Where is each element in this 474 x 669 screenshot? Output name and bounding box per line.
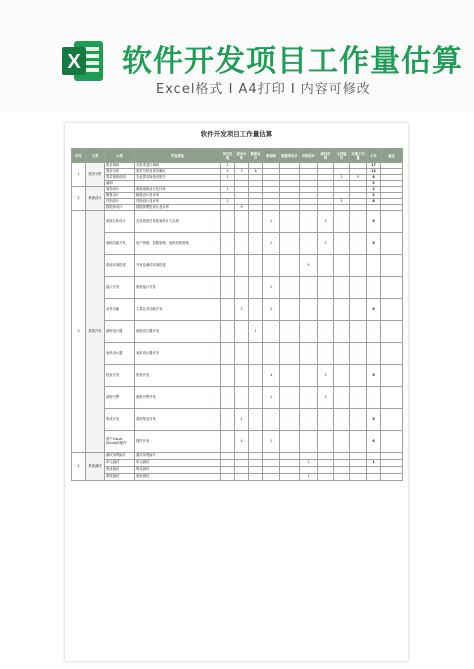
section-number: 1 bbox=[72, 163, 86, 187]
value-cell bbox=[350, 343, 367, 365]
value-cell bbox=[334, 277, 350, 299]
description-cell: 报表开发 bbox=[135, 365, 221, 387]
description-cell: 流程设计器开发 bbox=[135, 321, 221, 343]
value-cell: 4 bbox=[263, 365, 280, 387]
table-row bbox=[72, 233, 403, 255]
value-cell bbox=[334, 474, 350, 481]
value-cell bbox=[221, 409, 235, 431]
description-cell: 系统接口开发 bbox=[135, 277, 221, 299]
value-cell bbox=[367, 387, 381, 409]
value-cell bbox=[221, 431, 235, 453]
value-cell: 12 bbox=[367, 169, 381, 175]
column-header: 小计 bbox=[367, 149, 381, 163]
value-cell bbox=[221, 474, 235, 481]
subcategory-cell: 系统总体设计 bbox=[105, 211, 135, 233]
column-header: 序号 bbox=[72, 149, 86, 163]
description-cell: 数据库模型设计及评审 bbox=[135, 205, 221, 211]
value-cell bbox=[263, 409, 280, 431]
table-row bbox=[72, 453, 403, 460]
value-cell bbox=[334, 255, 350, 277]
value-cell bbox=[300, 467, 318, 474]
subcategory-cell: 需求分析 bbox=[105, 169, 135, 175]
value-cell bbox=[350, 431, 367, 453]
value-cell bbox=[221, 299, 235, 321]
table-row bbox=[72, 431, 403, 453]
value-cell bbox=[318, 299, 334, 321]
value-cell: 2 bbox=[221, 199, 235, 205]
column-header: 文档编写 bbox=[334, 149, 350, 163]
value-cell bbox=[263, 467, 280, 474]
value-cell: 17 bbox=[367, 163, 381, 169]
value-cell bbox=[235, 343, 249, 365]
column-header: 数据库设计 bbox=[280, 149, 300, 163]
value-cell: 3 bbox=[221, 169, 235, 175]
header-row bbox=[72, 149, 403, 163]
description-cell: 流程引擎开发 bbox=[135, 387, 221, 409]
value-cell: 5 bbox=[334, 199, 350, 205]
value-cell bbox=[334, 431, 350, 453]
value-cell: 5 bbox=[350, 175, 367, 181]
value-cell bbox=[221, 277, 235, 299]
value-cell bbox=[318, 467, 334, 474]
value-cell: 6 bbox=[367, 409, 381, 431]
section-name: 系统开发 bbox=[86, 211, 105, 453]
value-cell bbox=[334, 453, 350, 460]
value-cell bbox=[367, 321, 381, 343]
value-cell: 6 bbox=[367, 431, 381, 453]
value-cell bbox=[334, 409, 350, 431]
value-cell: 1 bbox=[221, 175, 235, 181]
value-cell bbox=[300, 321, 318, 343]
subcategory-cell: 需求调研 bbox=[105, 163, 135, 169]
subcategory-cell: 表单设计器 bbox=[105, 343, 135, 365]
section-number: 3 bbox=[72, 211, 86, 453]
hero-banner bbox=[0, 0, 474, 112]
value-cell bbox=[280, 321, 300, 343]
hero-title: 软件开发项目工作量估算 bbox=[122, 44, 463, 79]
value-cell bbox=[280, 365, 300, 387]
table-row bbox=[72, 321, 403, 343]
value-cell bbox=[381, 299, 403, 321]
value-cell bbox=[334, 460, 350, 467]
value-cell bbox=[300, 365, 318, 387]
value-cell bbox=[263, 321, 280, 343]
table-row bbox=[72, 467, 403, 474]
subcategory-cell: 详细设计 bbox=[105, 199, 135, 205]
value-cell bbox=[381, 467, 403, 474]
value-cell bbox=[350, 255, 367, 277]
value-cell bbox=[249, 453, 263, 460]
value-cell bbox=[334, 365, 350, 387]
value-cell bbox=[334, 387, 350, 409]
value-cell bbox=[334, 211, 350, 233]
value-cell bbox=[381, 277, 403, 299]
value-cell bbox=[249, 431, 263, 453]
value-cell bbox=[300, 233, 318, 255]
hero-subtitle: Excel格式 I A4打印 I 内容可修改 bbox=[156, 82, 371, 97]
description-cell: 主要业务功能开发 bbox=[135, 299, 221, 321]
value-cell bbox=[381, 431, 403, 453]
table-row bbox=[72, 460, 403, 467]
value-cell bbox=[334, 343, 350, 365]
column-header: 项目经理 bbox=[221, 149, 235, 163]
value-cell bbox=[235, 467, 249, 474]
value-cell bbox=[350, 387, 367, 409]
value-cell bbox=[334, 467, 350, 474]
value-cell: 8 bbox=[367, 175, 381, 181]
table-row bbox=[72, 211, 403, 233]
value-cell: 3 bbox=[235, 169, 249, 175]
value-cell bbox=[350, 277, 367, 299]
subcategory-cell: 数据库设计 bbox=[105, 205, 135, 211]
value-cell bbox=[367, 255, 381, 277]
value-cell: 2 bbox=[367, 187, 381, 193]
table-row bbox=[72, 255, 403, 277]
value-cell bbox=[221, 211, 235, 233]
value-cell bbox=[318, 343, 334, 365]
description-cell: 需求分析及需求确认 bbox=[135, 169, 221, 175]
subcategory-cell: 业务功能 bbox=[105, 299, 135, 321]
value-cell bbox=[249, 233, 263, 255]
description-cell: 集成测试 bbox=[135, 467, 221, 474]
section-name: 系统测试 bbox=[86, 453, 105, 481]
value-cell bbox=[235, 211, 249, 233]
description-cell: 系统集成开发 bbox=[135, 409, 221, 431]
value-cell bbox=[280, 409, 300, 431]
description-cell: 用户管理、权限管理、组织机构管理 bbox=[135, 233, 221, 255]
value-cell bbox=[350, 299, 367, 321]
value-cell: 2 bbox=[235, 299, 249, 321]
value-cell bbox=[318, 460, 334, 467]
description-cell: 测试用例编写 bbox=[135, 453, 221, 460]
value-cell bbox=[221, 365, 235, 387]
value-cell bbox=[318, 277, 334, 299]
value-cell bbox=[221, 233, 235, 255]
description-cell: 详细设计及评审 bbox=[135, 199, 221, 205]
value-cell: 1 bbox=[263, 233, 280, 255]
value-cell bbox=[381, 211, 403, 233]
excel-logo-icon bbox=[60, 38, 106, 84]
value-cell bbox=[318, 409, 334, 431]
value-cell: 1 bbox=[300, 474, 318, 481]
value-cell bbox=[235, 233, 249, 255]
value-cell bbox=[280, 467, 300, 474]
subcategory-cell: 系统环境搭建 bbox=[105, 255, 135, 277]
value-cell bbox=[235, 277, 249, 299]
value-cell bbox=[300, 299, 318, 321]
table-row bbox=[72, 299, 403, 321]
subcategory-cell: 需求规格说明 bbox=[105, 175, 135, 181]
value-cell bbox=[350, 211, 367, 233]
estimate-table bbox=[71, 148, 403, 481]
subcategory-cell: 集成测试 bbox=[105, 467, 135, 474]
value-cell: 5 bbox=[318, 387, 334, 409]
subcategory-cell: 测试用例编写 bbox=[105, 453, 135, 460]
value-cell: 1 bbox=[221, 163, 235, 169]
column-header: 测试用例 bbox=[318, 149, 334, 163]
subcategory-cell: 基础功能开发 bbox=[105, 233, 135, 255]
column-header: 详细设计 bbox=[300, 149, 318, 163]
value-cell bbox=[350, 453, 367, 460]
sheet-title: 软件开发项目工作量估算 bbox=[200, 130, 273, 138]
value-cell bbox=[300, 431, 318, 453]
column-header: 小类 bbox=[105, 149, 135, 163]
section-name: 系统设计 bbox=[86, 187, 105, 211]
value-cell bbox=[280, 387, 300, 409]
value-cell bbox=[263, 343, 280, 365]
description-cell: 系统测试 bbox=[135, 474, 221, 481]
value-cell: 1 bbox=[235, 409, 249, 431]
value-cell bbox=[280, 255, 300, 277]
column-header: 内容描述 bbox=[135, 149, 221, 163]
value-cell bbox=[280, 233, 300, 255]
value-cell: 4 bbox=[235, 431, 249, 453]
value-cell: 6 bbox=[367, 365, 381, 387]
value-cell bbox=[221, 255, 235, 277]
value-cell: 5 bbox=[318, 211, 334, 233]
value-cell: 6 bbox=[367, 233, 381, 255]
column-header: 备注 bbox=[381, 149, 403, 163]
column-header: 大类 bbox=[86, 149, 105, 163]
value-cell: 1 bbox=[221, 187, 235, 193]
value-cell: 1 bbox=[367, 460, 381, 467]
value-cell bbox=[381, 453, 403, 460]
value-cell bbox=[263, 474, 280, 481]
description-cell: 单元测试 bbox=[135, 460, 221, 467]
value-cell bbox=[263, 255, 280, 277]
value-cell bbox=[381, 321, 403, 343]
value-cell: 2 bbox=[367, 193, 381, 199]
description-cell: 系统架构设计及评审 bbox=[135, 187, 221, 193]
value-cell bbox=[300, 211, 318, 233]
value-cell bbox=[249, 387, 263, 409]
value-cell bbox=[350, 460, 367, 467]
value-cell bbox=[334, 321, 350, 343]
column-header: 需求分析 bbox=[235, 149, 249, 163]
value-cell bbox=[350, 474, 367, 481]
subcategory-cell: 流程引擎 bbox=[105, 387, 135, 409]
table-body bbox=[72, 163, 403, 481]
value-cell bbox=[318, 255, 334, 277]
subcategory-cell: 架构设计 bbox=[105, 187, 135, 193]
description-cell: 表单设计器开发 bbox=[135, 343, 221, 365]
value-cell bbox=[249, 474, 263, 481]
value-cell: 6 bbox=[367, 299, 381, 321]
value-cell bbox=[381, 409, 403, 431]
value-cell bbox=[300, 387, 318, 409]
value-cell bbox=[367, 453, 381, 460]
value-cell bbox=[350, 365, 367, 387]
value-cell bbox=[249, 467, 263, 474]
value-cell bbox=[235, 255, 249, 277]
value-cell bbox=[235, 321, 249, 343]
value-cell: 2 bbox=[334, 175, 350, 181]
value-cell bbox=[367, 343, 381, 365]
logo-letter: X bbox=[67, 51, 81, 73]
subcategory-cell: 集成开发 bbox=[105, 409, 135, 431]
table-row bbox=[72, 365, 403, 387]
description-cell: 概要设计及评审 bbox=[135, 193, 221, 199]
value-cell bbox=[334, 233, 350, 255]
value-cell: 5 bbox=[300, 255, 318, 277]
value-cell bbox=[367, 277, 381, 299]
value-cell bbox=[300, 343, 318, 365]
value-cell bbox=[235, 365, 249, 387]
subcategory-cell: 流程设计器 bbox=[105, 321, 135, 343]
value-cell: 8 bbox=[367, 199, 381, 205]
value-cell bbox=[235, 460, 249, 467]
column-header: 架构师 bbox=[263, 149, 280, 163]
value-cell: 1 bbox=[263, 277, 280, 299]
description-cell: 插件开发 bbox=[135, 431, 221, 453]
value-cell: 1 bbox=[249, 321, 263, 343]
table-row bbox=[72, 277, 403, 299]
subcategory-cell: 报表开发 bbox=[105, 365, 135, 387]
column-header: 概要设计 bbox=[249, 149, 263, 163]
description-cell: 完成需求规格说明书 bbox=[135, 175, 221, 181]
value-cell bbox=[235, 453, 249, 460]
value-cell: 1 bbox=[263, 211, 280, 233]
value-cell bbox=[221, 387, 235, 409]
value-cell bbox=[221, 467, 235, 474]
value-cell bbox=[221, 321, 235, 343]
value-cell bbox=[263, 460, 280, 467]
section-number: 4 bbox=[72, 453, 86, 481]
value-cell bbox=[280, 343, 300, 365]
value-cell bbox=[249, 299, 263, 321]
value-cell: 5 bbox=[318, 233, 334, 255]
value-cell bbox=[381, 387, 403, 409]
column-header: 实施工作量 bbox=[350, 149, 367, 163]
table-row bbox=[72, 409, 403, 431]
value-cell bbox=[249, 365, 263, 387]
value-cell bbox=[381, 343, 403, 365]
value-cell: 5 bbox=[318, 365, 334, 387]
value-cell bbox=[300, 277, 318, 299]
value-cell: 5 bbox=[263, 299, 280, 321]
value-cell bbox=[280, 431, 300, 453]
value-cell bbox=[280, 453, 300, 460]
value-cell: 1 bbox=[300, 460, 318, 467]
value-cell bbox=[235, 474, 249, 481]
value-cell bbox=[381, 474, 403, 481]
subcategory-cell: 编制 bbox=[105, 181, 135, 187]
value-cell bbox=[249, 409, 263, 431]
value-cell bbox=[249, 211, 263, 233]
value-cell bbox=[350, 321, 367, 343]
subcategory-cell: 系统测试 bbox=[105, 474, 135, 481]
value-cell bbox=[249, 255, 263, 277]
value-cell bbox=[318, 431, 334, 453]
value-cell bbox=[221, 460, 235, 467]
value-cell: 3 bbox=[367, 181, 381, 187]
description-cell: 对需求进行调研 bbox=[135, 163, 221, 169]
subcategory-cell: 基于Visual Studio的插件 bbox=[105, 431, 135, 453]
value-cell bbox=[350, 409, 367, 431]
value-cell bbox=[318, 321, 334, 343]
value-cell bbox=[249, 277, 263, 299]
value-cell bbox=[381, 365, 403, 387]
value-cell bbox=[280, 460, 300, 467]
table-row bbox=[72, 387, 403, 409]
value-cell: 6 bbox=[249, 169, 263, 175]
value-cell bbox=[367, 467, 381, 474]
value-cell bbox=[367, 474, 381, 481]
value-cell bbox=[280, 474, 300, 481]
value-cell bbox=[318, 474, 334, 481]
section-name: 需求分析 bbox=[86, 163, 105, 187]
value-cell bbox=[300, 409, 318, 431]
value-cell bbox=[221, 343, 235, 365]
subcategory-cell: 单元测试 bbox=[105, 460, 135, 467]
table-row bbox=[72, 343, 403, 365]
value-cell bbox=[350, 467, 367, 474]
subcategory-cell: 接口开发 bbox=[105, 277, 135, 299]
value-cell bbox=[300, 453, 318, 460]
section-number: 2 bbox=[72, 187, 86, 211]
value-cell: 2 bbox=[263, 431, 280, 453]
value-cell bbox=[381, 233, 403, 255]
value-cell: 9 bbox=[235, 205, 249, 211]
value-cell: 6 bbox=[367, 211, 381, 233]
value-cell bbox=[280, 211, 300, 233]
value-cell bbox=[318, 453, 334, 460]
spreadsheet-preview bbox=[65, 123, 408, 661]
description-cell: 开发及测试环境搭建 bbox=[135, 255, 221, 277]
value-cell bbox=[221, 453, 235, 460]
value-cell bbox=[280, 299, 300, 321]
value-cell bbox=[334, 299, 350, 321]
value-cell bbox=[381, 255, 403, 277]
value-cell bbox=[249, 460, 263, 467]
value-cell bbox=[350, 233, 367, 255]
table-row bbox=[72, 474, 403, 481]
value-cell bbox=[235, 387, 249, 409]
value-cell: 1 bbox=[263, 387, 280, 409]
subcategory-cell: 概要设计 bbox=[105, 193, 135, 199]
value-cell bbox=[280, 277, 300, 299]
value-cell bbox=[263, 453, 280, 460]
description-cell: 完成系统总体框架设计与实现 bbox=[135, 211, 221, 233]
value-cell bbox=[249, 343, 263, 365]
value-cell bbox=[381, 460, 403, 467]
